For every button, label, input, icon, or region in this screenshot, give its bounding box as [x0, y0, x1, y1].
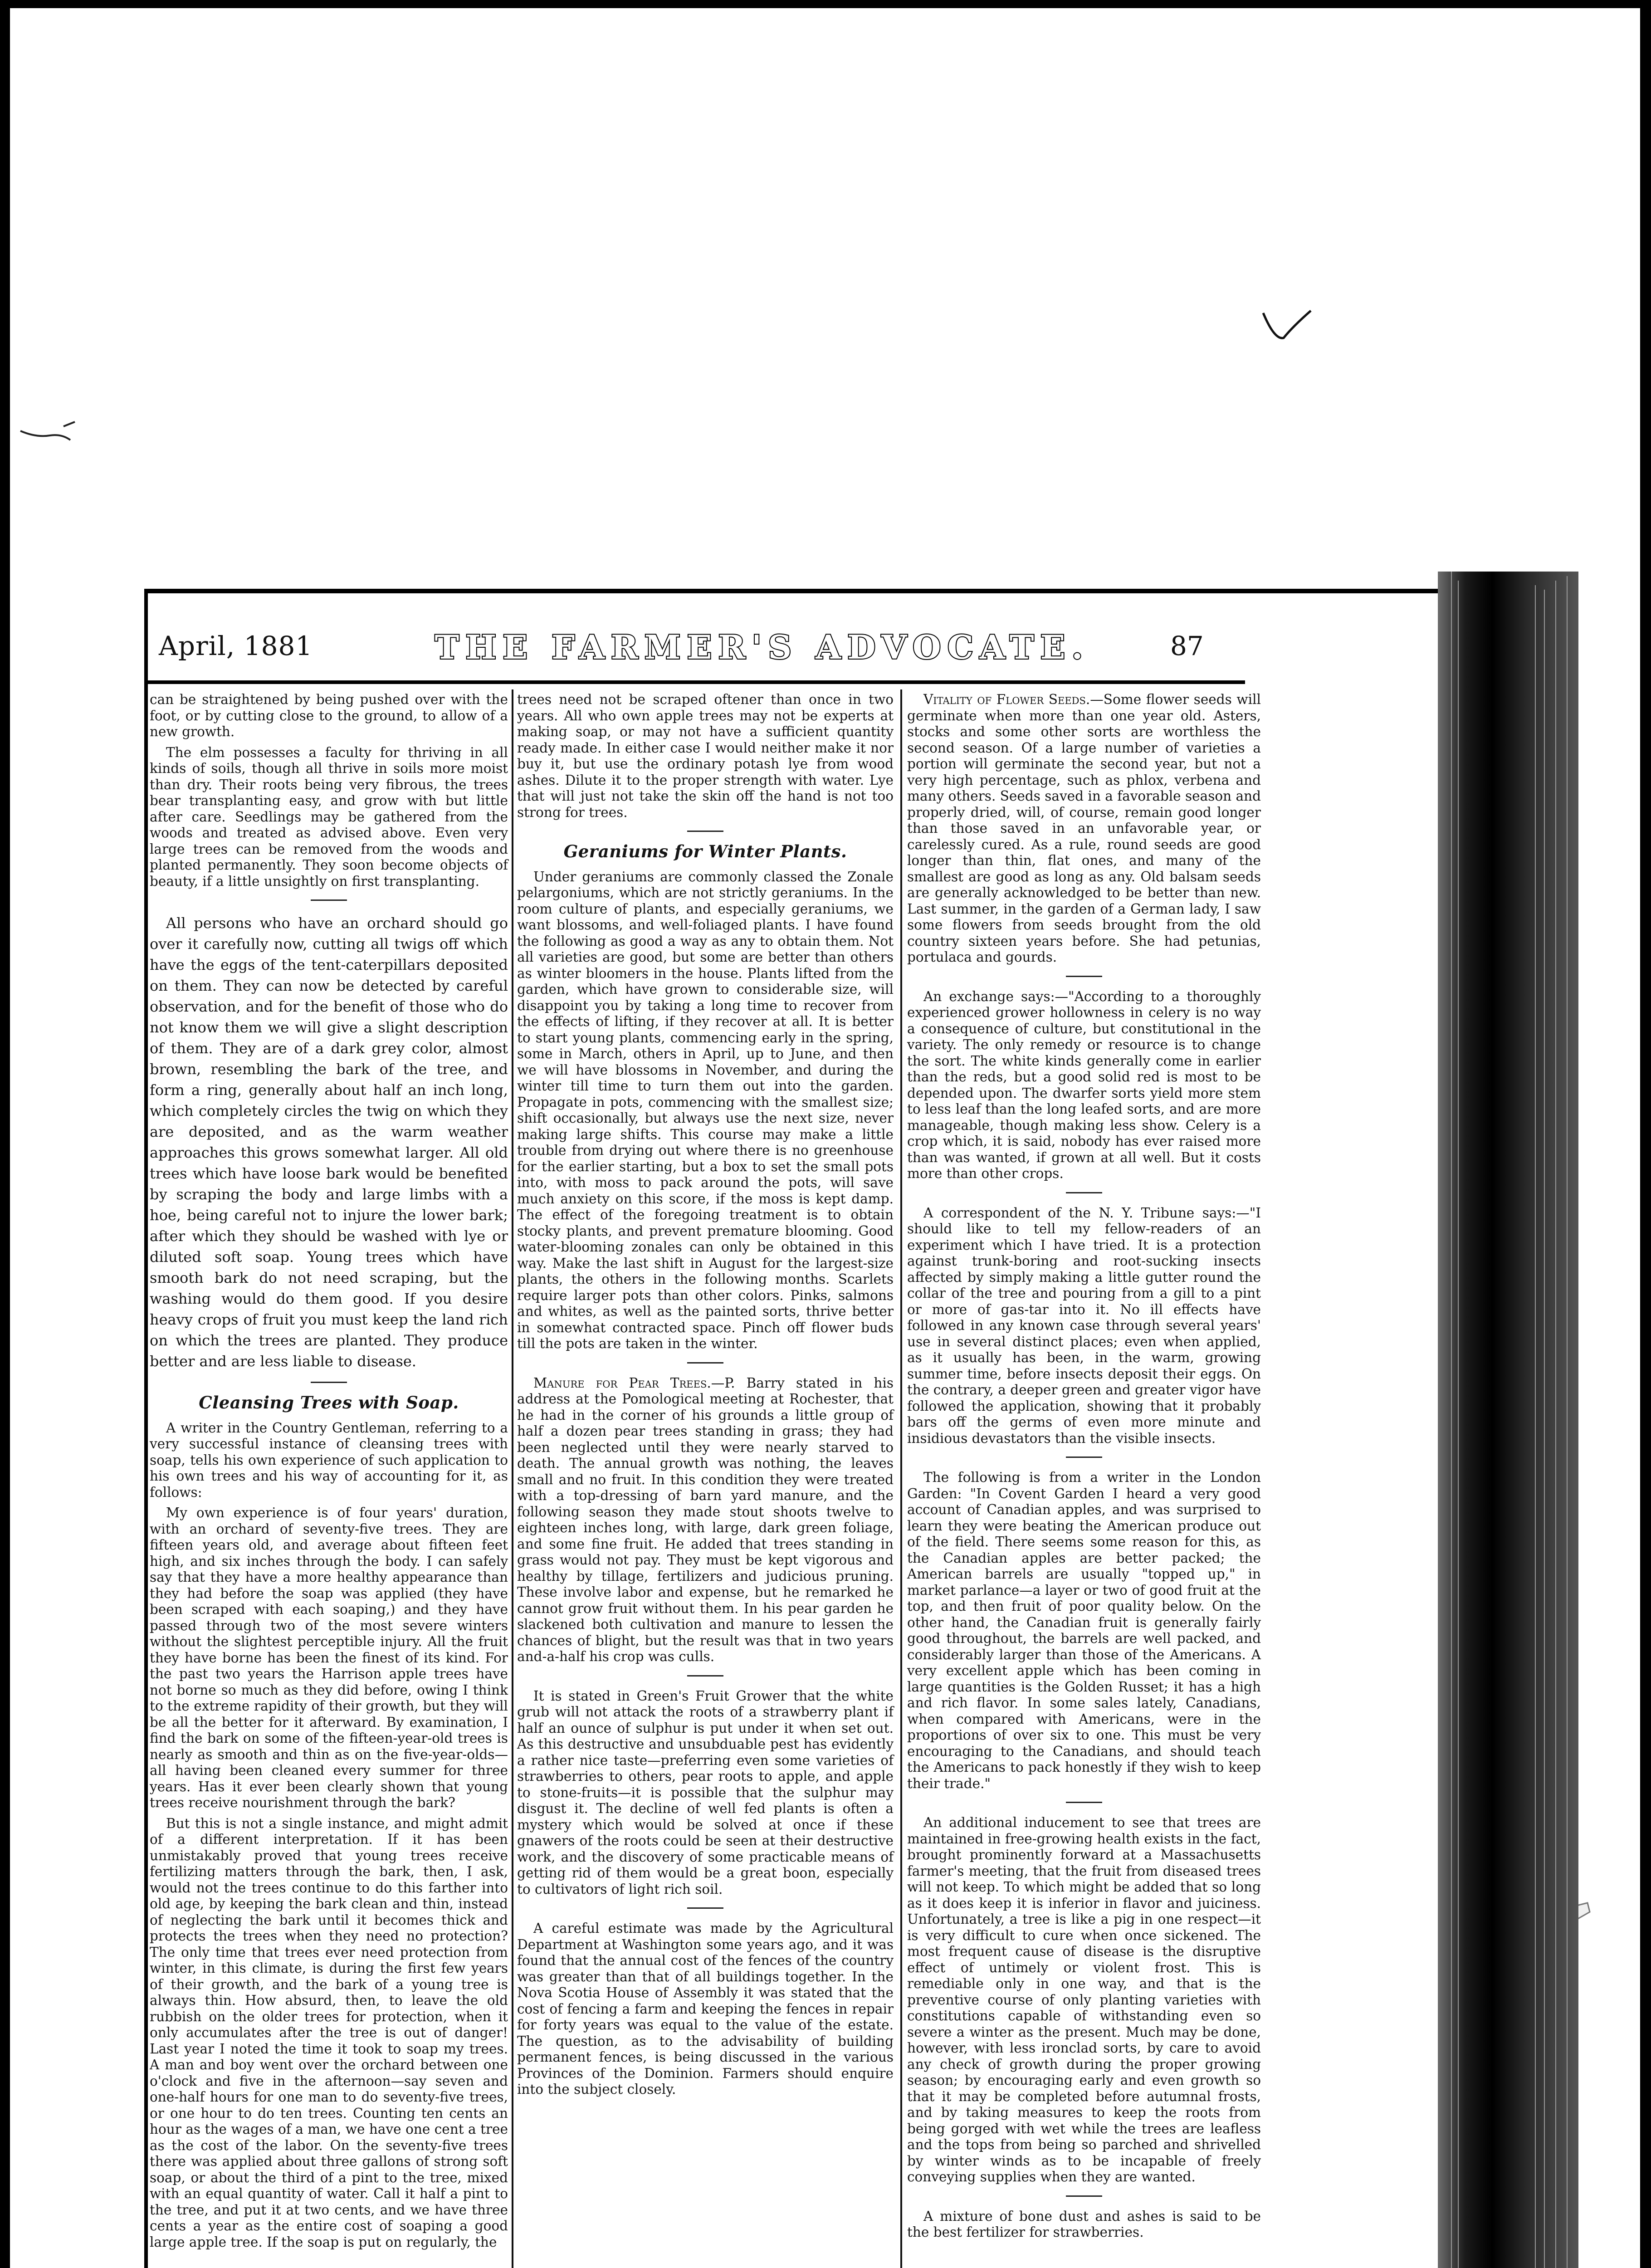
section-divider [311, 899, 347, 901]
article-paragraph: The elm possesses a faculty for thriving in all kinds of soils, though all thrive in soils more moist than dry. Their roots being very fibrous, the trees bear transplanting easy, and grow with but little after care. Seedlings may be gathered from the woods and treated as advised above. Even very large trees can be removed from the woods and planted permanently. They soon become objects of beauty, if a little unsightly on first transplanting. [150, 744, 508, 889]
article-paragraph: can be straightened by being pushed over with the foot, or by cutting close to the ground, to allow of a new growth. [150, 692, 508, 739]
section-divider [1066, 2195, 1102, 2197]
binding-page-edges [1438, 572, 1578, 2268]
article-paragraph: Under geraniums are commonly classed the Zonale pelargoniums, which are not strictly geraniums. In the room culture of plants, and especially geraniums, we want blossoms, and well-foliaged plants. I have found the following as good a way as any to obtain them. Not all varieties are good, but some are better than others as winter bloomers in the house. Plants lifted from the garden, which have grown to considerable size, will disappoint you by taking a long time to recover from the effects of lifting, if they recover at all. It is better to start young plants, commencing early in the spring, some in March, others in April, up to June, and then we will have blossoms in November, and during the winter till time to turn them out into the garden. Propagate in pots, commencing with the smallest size; shift occasionally, but always use the next size, never making large shifts. This course may make a little trouble from drying out where there is no greenhouse for the earlier starting, but a box to set the small pots into, with moss to pack around the pots, will save much anxiety on this score, if the moss is kept damp. The effect of the foregoing treatment is to obtain stocky plants, and prevent premature blooming. Good water-blooming zonales can only be obtained in this way. Make the last shift in August for the largest-size plants, the others in the following months. Scarlets require larger pots than other colors. Pinks, salmons and whites, as well as the painted sorts, thrive better in somewhat contracted space. Pinch off flower buds till the pots are taken in the winter. [517, 869, 894, 1351]
section-divider [311, 1382, 347, 1383]
publication-title: THE FARMER'S ADVOCATE. [435, 628, 1089, 666]
article-paragraph: trees need not be scraped oftener than once in two years. All who own apple trees may not be experts at making soap, or may not have a sufficient quantity ready made. In either case I would neither make it nor buy it, but use the ordinary potash lye from wood ashes. Dilute it to the proper strength with water. Lye that will just not take the skin off the hand is not too strong for trees. [517, 692, 894, 820]
paragraph-body: —Some flower seeds will germinate when more than one year old. Asters, stocks and some other sorts are worthless the second season. Of a large number of varieties a portion will germinate the second year, but not a very high percentage, such as phlox, verbena and many others. Seeds saved in a favorable season and properly dried, will, of course, remain good longer than those saved in an unfavorable year, or carelessly cured. As a rule, round seeds are good longer than thin, flat ones, and many of the smallest are good as long as any. Old balsam seeds are generally acknowledged to be better than new. Last summer, in the garden of a German lady, I saw some flowers from seeds brought from the old country sixteen years before. She had petunias, portulaca and gourds. [907, 692, 1261, 965]
section-divider [687, 1362, 723, 1364]
page-header [159, 628, 1238, 680]
page-top-edge [144, 589, 1442, 593]
section-divider [687, 831, 723, 832]
section-divider [1066, 1802, 1102, 1803]
article-paragraph: But this is not a single instance, and might admit of a different interpretation. If it has been unmistakably proved that young trees receive fertilizing matters through the bark, then, I ask, would not the trees continue to do this farther into old age, by keeping the bark clean and thin, instead of neglecting the bark until it becomes thick and protects the trees when they need no protection? The only time that trees ever need protection from winter, in this climate, is during the first few years of their growth, and the bark of a young tree is always thin. How absurd, then, to leave the old rubbish on the older trees for protection, when it only accumulates after the tree is out of danger! Last year I noted the time it took to soap my trees. A man and boy went over the orchard between one o'clock and five in the afternoon—say seven and one-half hours for one man to do seventy-five trees, or one hour to do ten trees. Counting ten cents an hour as the wages of a man, we have one cent a tree as the cost of the labor. On the seventy-five trees there was applied about three gallons of strong soft soap, or about the third of a pint to the tree, mixed with an equal quantity of water. Call it half a pint to the tree, and put it at two cents, and we have three cents a year as the entire cost of soaping a good large apple tree. If the soap is put on regularly, the [150, 1815, 508, 2250]
article-paragraph: An exchange says:—"According to a thoroughly experienced grower hollowness in celery is no way a consequence of culture, but constitutional in the variety. The only remedy or resource is to change the sort. The white kinds generally come in earlier than the reds, but a good solid red is most to be depended upon. The dwarfer sorts yield more stem to less leaf than the long leafed sorts, and are more manageable, though making less show. Celery is a crop which, it is said, nobody has ever raised more than was wanted, if grown at all well. But it costs more than other crops. [907, 988, 1261, 1181]
paragraph-lead: Vitality of Flower Seeds. [923, 692, 1090, 707]
paragraph-body: —P. Barry stated in his address at the Pomological meeting at Rochester, that he had in the corner of his grounds a little group of half a dozen pear trees standing in grass; they had been neglected until they were nearly starved to death. The annual growth was nothing, the leaves small and no fruit. In this condition they were treated with a top-dressing of barn yard manure, and the following season they made stout shoots twelve to eighteen inches long, with large, dark green foliage, and some fine fruit. He added that trees standing in grass would not pay. They must be kept vigorous and healthy by tillage, fertilizers and judicious pruning. These involve labor and expense, but he remarked he cannot grow fruit without them. In his pear garden he slackened both cultivation and manure to lessen the chances of blight, but the result was that in two years and-a-half his crop was culls. [517, 1375, 894, 1664]
column-rule-2 [900, 689, 902, 2268]
article-paragraph: An additional inducement to see that trees are maintained in free-growing health exists in the fact, brought prominently forward at a Massachusetts farmer's meeting, that the fruit from diseased trees will not keep. To which might be added that so long as it does keep it is inferior in flavor and juiciness. Unfortunately, a tree is like a pig in one respect—it is very difficult to cure when once sickened. The most frequent cause of disease is the disruptive effect of untimely or violent frost. This is remediable only in one way, and that is the preventive course of only planting varieties with constitutions capable of withstanding even so severe a winter as the present. Much may be done, however, with less ironclad sorts, by care to avoid any check of growth during the proper growing season; by encouraging early and even growth so that it may be completed before autumnal frosts, and by taking measures to keep the roots from being gorged with wet while the trees are leafless and the tops from being so parched and shrivelled by winter winds as to be incapable of freely conveying supplies when they are wanted. [907, 1815, 1261, 2185]
section-divider [687, 1907, 723, 1909]
article-heading: Cleansing Trees with Soap. [199, 1393, 459, 1413]
column-1 [150, 692, 508, 2255]
issue-date: April, 1881 [159, 631, 313, 661]
paragraph-lead: Manure for Pear Trees. [533, 1375, 711, 1391]
article-paragraph: It is stated in Green's Fruit Grower that the white grub will not attack the roots of a strawberry plant if half an ounce of sulphur is put under it when set out. As this destructive and unsubduable pest has evidently a rather nice taste—preferring even some varieties of strawberries to others, pear roots to apple, and apple to stone-fruits—it is possible that the sulphur may disgust it. The decline of well fed plants is often a mystery which would be solved at once if these gnawers of the roots could be seen at their destructive work, and the discovery of some practicable means of getting rid of them would be a great boon, especially to cultivators of light rich soil. [517, 1688, 894, 1897]
article-paragraph: A careful estimate was made by the Agricultural Department at Washington some years ago, and it was found that the annual cost of the fences of the country was greater than that of all buildings together. In the Nova Scotia House of Assembly it was stated that the cost of fencing a farm and keeping the fences in repair for forty years was equal to the value of the estate. The question, as to the advisability of building permanent fences, is being discussed in the various Provinces of the Dominion. Farmers should enquire into the subject closely. [517, 1921, 894, 2097]
section-divider [1066, 976, 1102, 977]
column-rule-1 [512, 689, 513, 2268]
article-heading: Geraniums for Winter Plants. [563, 841, 847, 861]
column-2 [517, 692, 894, 2102]
stray-scribble-mark [18, 417, 77, 445]
article-paragraph: A correspondent of the N. Y. Tribune says:—"I should like to tell my fellow-readers of an experiment which I have tried. It is a protection against trunk-boring and root-sucking insects affected by simply making a little gutter round the collar of the tree and pouring from a gill to a pint or more of gas-tar into it. No ill effects have followed in any known case through several years' use in several distinct places; even when applied, as it usually has been, in the warm, growing summer time, before insects deposit their eggs. On the contrary, a deeper green and greater vigor have followed the application, showing that it probably bars off the germs of even more minute and insidious devastators than the visible insects. [907, 1205, 1261, 1446]
article-paragraph [517, 1375, 894, 1665]
column-3 [907, 692, 1261, 2245]
section-divider [1066, 1457, 1102, 1458]
page-left-edge [144, 589, 148, 2268]
page-number: 87 [1170, 631, 1204, 661]
section-divider [1066, 1192, 1102, 1193]
article-paragraph: The following is from a writer in the London Garden: "In Covent Garden I heard a very good account of Canadian apples, and was surprised to learn they were beating the American produce out of the field. There seems some reason for this, as the Canadian apples are better packed; the American barrels are usually "topped up," in market parlance—a layer or two of good fruit at the top, and then fruit of poor quality below. On the other hand, the Canadian fruit is generally fairly good throughout, the barrels are well packed, and considerably larger than those of the Americans. A very excellent apple which has been coming in large quantities is the Golden Russet; it has a high and rich flavor. In some sales lately, Canadians, when compared with Americans, were in the proportions of over six to one. This must be very encouraging to the Canadians, and should teach the Americans to pack honestly if they wish to keep their trade." [907, 1470, 1261, 1791]
stray-pen-mark [1261, 308, 1315, 345]
article-paragraph: All persons who have an orchard should go over it carefully now, cutting all twigs off which have the eggs of the tent-caterpillars deposited on them. They can now be detected by careful observation, and for the benefit of those who do not know them we will give a slight description of them. They are of a dark grey color, almost brown, resembling the bark of the tree, and form a ring, generally about half an inch long, which completely circles the twig on which they are deposited, and as the warm weather approaches this grows somewhat larger. All old trees which have loose bark would be benefited by scraping the body and large limbs with a hoe, being careful not to injure the lower bark; after which they should be washed with lye or diluted soft soap. Young trees which have smooth bark do not need scraping, but the washing would do them good. If you desire heavy crops of fruit you must keep the land rich on which the trees are planted. They produce better and are less liable to disease. [150, 914, 508, 1370]
article-paragraph: A mixture of bone dust and ashes is said to be the best fertilizer for strawberries. [907, 2208, 1261, 2240]
section-divider [687, 1675, 723, 1677]
article-paragraph: My own experience is of four years' duration, with an orchard of seventy-five trees. They are fifteen years old, and average about fifteen feet high, and six inches through the body. I can safely say that they have a more healthy appearance than they had before the soap was applied (they have been scraped with each soaping,) and they have passed through two of the most severe winters without the slightest perceptible injury. All the fruit they have borne has been the finest of its kind. For the past two years the Harrison apple trees have not borne so much as they did before, owing I think to the extreme rapidity of their growth, but they will be all the better for it afterward. By examination, I find the bark on some of the fifteen-year-old trees is nearly as smooth and thin as on the five-year-olds—all having been cleaned every summer for three years. Has it ever been clearly shown that young trees receive nourishment through the bark? [150, 1505, 508, 1810]
article-paragraph: A writer in the Country Gentleman, referring to a very successful instance of cleansing trees with soap, tells his own experience of such application to his own trees and his way of accounting for it, as follows: [150, 1420, 508, 1500]
header-rule [147, 680, 1245, 684]
article-paragraph [907, 692, 1261, 966]
